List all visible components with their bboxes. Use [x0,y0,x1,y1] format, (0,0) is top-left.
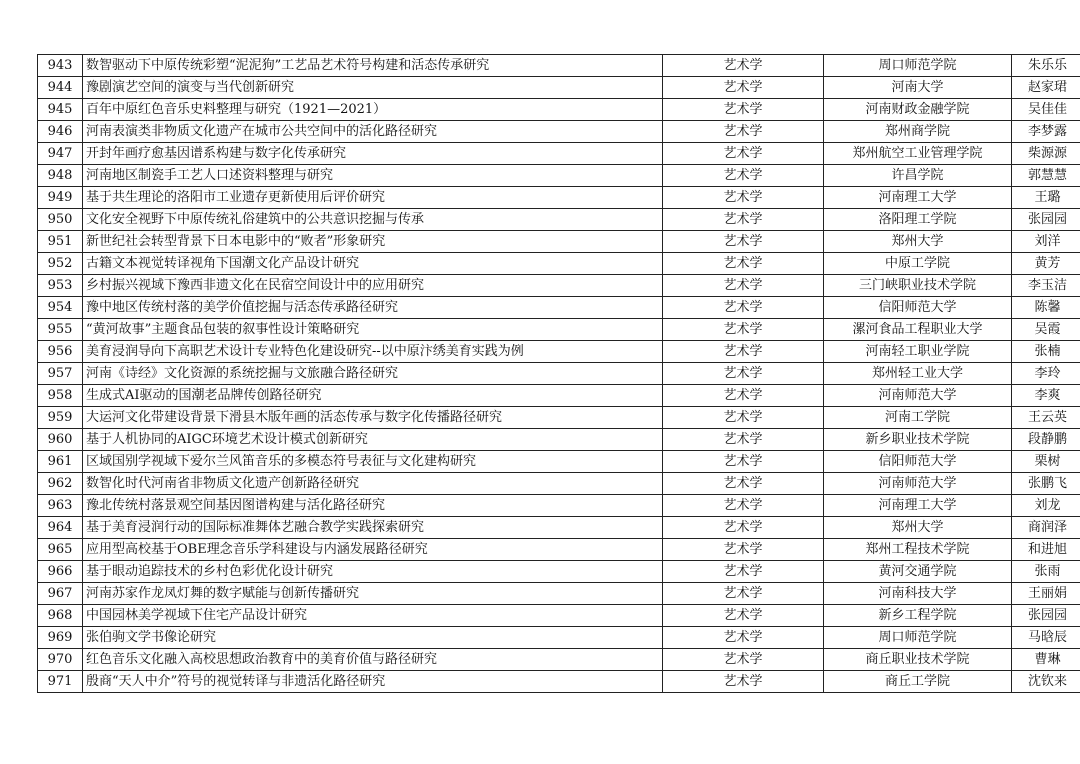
table-row [38,77,1080,99]
discipline-cell: 艺术学 [663,517,824,539]
discipline-cell: 艺术学 [663,99,824,121]
project-title-cell: “黄河故事”主题食品包装的叙事性设计策略研究 [83,319,663,341]
applicant-name-cell: 李爽 [1012,385,1080,407]
applicant-name-cell: 曹琳 [1012,649,1080,671]
project-title-cell: 百年中原红色音乐史料整理与研究（1921—2021） [83,99,663,121]
applicant-name-cell: 黄芳 [1012,253,1080,275]
applicant-name-cell: 吴佳佳 [1012,99,1080,121]
project-number-cell: 947 [38,143,83,165]
project-title-cell: 数智驱动下中原传统彩塑“泥泥狗”工艺品艺术符号构建和活态传承研究 [83,55,663,77]
project-title-cell: 河南地区制瓷手工艺人口述资料整理与研究 [83,165,663,187]
project-number-cell: 953 [38,275,83,297]
discipline-cell: 艺术学 [663,627,824,649]
table-row [38,429,1080,451]
discipline-cell: 艺术学 [663,561,824,583]
project-title-cell: 大运河文化带建设背景下滑县木版年画的活态传承与数字化传播路径研究 [83,407,663,429]
applicant-name-cell: 赵家珺 [1012,77,1080,99]
project-number-cell: 945 [38,99,83,121]
project-list-body [38,55,1080,693]
applicant-name-cell: 王璐 [1012,187,1080,209]
institution-cell: 黄河交通学院 [824,561,1012,583]
table-row [38,231,1080,253]
discipline-cell: 艺术学 [663,253,824,275]
discipline-cell: 艺术学 [663,495,824,517]
project-title-cell: 河南《诗经》文化资源的系统挖掘与文旅融合路径研究 [83,363,663,385]
applicant-name-cell: 李玲 [1012,363,1080,385]
project-number-cell: 944 [38,77,83,99]
institution-cell: 河南师范大学 [824,473,1012,495]
institution-cell: 周口师范学院 [824,55,1012,77]
institution-cell: 洛阳理工学院 [824,209,1012,231]
table-row [38,363,1080,385]
table-row [38,649,1080,671]
project-title-cell: 开封年画疗愈基因谱系构建与数字化传承研究 [83,143,663,165]
applicant-name-cell: 张雨 [1012,561,1080,583]
project-number-cell: 969 [38,627,83,649]
applicant-name-cell: 李梦露 [1012,121,1080,143]
institution-cell: 郑州航空工业管理学院 [824,143,1012,165]
table-row [38,583,1080,605]
project-title-cell: 豫北传统村落景观空间基因图谱构建与活化路径研究 [83,495,663,517]
project-number-cell: 946 [38,121,83,143]
institution-cell: 河南科技大学 [824,583,1012,605]
project-list-table [37,54,1080,693]
project-title-cell: 殷商“天人中介”符号的视觉转译与非遗活化路径研究 [83,671,663,693]
institution-cell: 郑州大学 [824,231,1012,253]
institution-cell: 郑州工程技术学院 [824,539,1012,561]
project-number-cell: 952 [38,253,83,275]
table-row [38,187,1080,209]
discipline-cell: 艺术学 [663,165,824,187]
project-number-cell: 949 [38,187,83,209]
discipline-cell: 艺术学 [663,385,824,407]
project-number-cell: 971 [38,671,83,693]
project-number-cell: 960 [38,429,83,451]
table-row [38,561,1080,583]
project-number-cell: 957 [38,363,83,385]
table-row [38,451,1080,473]
institution-cell: 新乡工程学院 [824,605,1012,627]
table-row [38,121,1080,143]
table-row [38,209,1080,231]
project-number-cell: 943 [38,55,83,77]
institution-cell: 郑州轻工业大学 [824,363,1012,385]
project-title-cell: 美育浸润导向下高职艺术设计专业特色化建设研究--以中原汴绣美育实践为例 [83,341,663,363]
discipline-cell: 艺术学 [663,649,824,671]
discipline-cell: 艺术学 [663,671,824,693]
applicant-name-cell: 张园园 [1012,209,1080,231]
project-title-cell: 张伯驹文学书像论研究 [83,627,663,649]
table-row [38,385,1080,407]
applicant-name-cell: 郭慧慧 [1012,165,1080,187]
table-row [38,143,1080,165]
institution-cell: 河南财政金融学院 [824,99,1012,121]
applicant-name-cell: 马晗辰 [1012,627,1080,649]
discipline-cell: 艺术学 [663,209,824,231]
project-title-cell: 河南苏家作龙凤灯舞的数字赋能与创新传播研究 [83,583,663,605]
discipline-cell: 艺术学 [663,275,824,297]
discipline-cell: 艺术学 [663,187,824,209]
project-title-cell: 豫中地区传统村落的美学价值挖掘与活态传承路径研究 [83,297,663,319]
project-title-cell: 中国园林美学视域下住宅产品设计研究 [83,605,663,627]
table-row [38,627,1080,649]
applicant-name-cell: 段静鹏 [1012,429,1080,451]
project-number-cell: 956 [38,341,83,363]
table-row [38,407,1080,429]
project-title-cell: 豫剧演艺空间的演变与当代创新研究 [83,77,663,99]
discipline-cell: 艺术学 [663,605,824,627]
discipline-cell: 艺术学 [663,121,824,143]
table-row [38,605,1080,627]
project-number-cell: 968 [38,605,83,627]
table-row [38,253,1080,275]
institution-cell: 周口师范学院 [824,627,1012,649]
project-title-cell: 应用型高校基于OBE理念音乐学科建设与内涵发展路径研究 [83,539,663,561]
institution-cell: 河南工学院 [824,407,1012,429]
applicant-name-cell: 王丽娟 [1012,583,1080,605]
applicant-name-cell: 朱乐乐 [1012,55,1080,77]
institution-cell: 河南师范大学 [824,385,1012,407]
discipline-cell: 艺术学 [663,451,824,473]
project-number-cell: 962 [38,473,83,495]
applicant-name-cell: 陈馨 [1012,297,1080,319]
institution-cell: 郑州商学院 [824,121,1012,143]
project-number-cell: 970 [38,649,83,671]
project-title-cell: 红色音乐文化融入高校思想政治教育中的美育价值与路径研究 [83,649,663,671]
discipline-cell: 艺术学 [663,429,824,451]
project-title-cell: 生成式AI驱动的国潮老品牌传创路径研究 [83,385,663,407]
applicant-name-cell: 王云英 [1012,407,1080,429]
institution-cell: 河南理工大学 [824,495,1012,517]
applicant-name-cell: 和进旭 [1012,539,1080,561]
discipline-cell: 艺术学 [663,473,824,495]
project-number-cell: 958 [38,385,83,407]
table-row [38,275,1080,297]
discipline-cell: 艺术学 [663,363,824,385]
applicant-name-cell: 张楠 [1012,341,1080,363]
applicant-name-cell: 刘洋 [1012,231,1080,253]
institution-cell: 许昌学院 [824,165,1012,187]
table-row [38,495,1080,517]
project-number-cell: 961 [38,451,83,473]
institution-cell: 郑州大学 [824,517,1012,539]
institution-cell: 信阳师范大学 [824,297,1012,319]
table-row [38,517,1080,539]
table-row [38,165,1080,187]
project-number-cell: 966 [38,561,83,583]
project-number-cell: 955 [38,319,83,341]
project-title-cell: 基于眼动追踪技术的乡村色彩优化设计研究 [83,561,663,583]
applicant-name-cell: 沈钦来 [1012,671,1080,693]
table-row [38,297,1080,319]
institution-cell: 三门峡职业技术学院 [824,275,1012,297]
institution-cell: 信阳师范大学 [824,451,1012,473]
project-title-cell: 新世纪社会转型背景下日本电影中的“败者”形象研究 [83,231,663,253]
project-title-cell: 区域国别学视域下爱尔兰风笛音乐的多模态符号表征与文化建构研究 [83,451,663,473]
project-title-cell: 河南表演类非物质文化遗产在城市公共空间中的活化路径研究 [83,121,663,143]
discipline-cell: 艺术学 [663,341,824,363]
institution-cell: 漯河食品工程职业大学 [824,319,1012,341]
project-title-cell: 基于美育浸润行动的国际标准舞体艺融合教学实践探索研究 [83,517,663,539]
institution-cell: 河南理工大学 [824,187,1012,209]
table-row [38,539,1080,561]
institution-cell: 中原工学院 [824,253,1012,275]
project-number-cell: 959 [38,407,83,429]
project-title-cell: 文化安全视野下中原传统礼俗建筑中的公共意识挖掘与传承 [83,209,663,231]
table-row [38,99,1080,121]
applicant-name-cell: 栗树 [1012,451,1080,473]
project-number-cell: 950 [38,209,83,231]
discipline-cell: 艺术学 [663,231,824,253]
applicant-name-cell: 吴霞 [1012,319,1080,341]
table-row [38,341,1080,363]
discipline-cell: 艺术学 [663,407,824,429]
discipline-cell: 艺术学 [663,297,824,319]
project-number-cell: 954 [38,297,83,319]
project-title-cell: 数智化时代河南省非物质文化遗产创新路径研究 [83,473,663,495]
institution-cell: 新乡职业技术学院 [824,429,1012,451]
project-number-cell: 951 [38,231,83,253]
applicant-name-cell: 李玉洁 [1012,275,1080,297]
project-number-cell: 963 [38,495,83,517]
project-title-cell: 基于人机协同的AIGC环境艺术设计模式创新研究 [83,429,663,451]
discipline-cell: 艺术学 [663,143,824,165]
discipline-cell: 艺术学 [663,55,824,77]
applicant-name-cell: 柴源源 [1012,143,1080,165]
project-title-cell: 乡村振兴视域下豫西非遗文化在民宿空间设计中的应用研究 [83,275,663,297]
project-number-cell: 964 [38,517,83,539]
project-number-cell: 965 [38,539,83,561]
institution-cell: 河南大学 [824,77,1012,99]
applicant-name-cell: 商润泽 [1012,517,1080,539]
table-row [38,55,1080,77]
applicant-name-cell: 张园园 [1012,605,1080,627]
discipline-cell: 艺术学 [663,539,824,561]
project-number-cell: 948 [38,165,83,187]
institution-cell: 河南轻工职业学院 [824,341,1012,363]
project-title-cell: 基于共生理论的洛阳市工业遗存更新使用后评价研究 [83,187,663,209]
project-title-cell: 古籍文本视觉转译视角下国潮文化产品设计研究 [83,253,663,275]
project-number-cell: 967 [38,583,83,605]
applicant-name-cell: 张鹏飞 [1012,473,1080,495]
discipline-cell: 艺术学 [663,583,824,605]
table-row [38,671,1080,693]
institution-cell: 商丘职业技术学院 [824,649,1012,671]
institution-cell: 商丘工学院 [824,671,1012,693]
discipline-cell: 艺术学 [663,319,824,341]
table-row [38,319,1080,341]
table-row [38,473,1080,495]
applicant-name-cell: 刘龙 [1012,495,1080,517]
discipline-cell: 艺术学 [663,77,824,99]
